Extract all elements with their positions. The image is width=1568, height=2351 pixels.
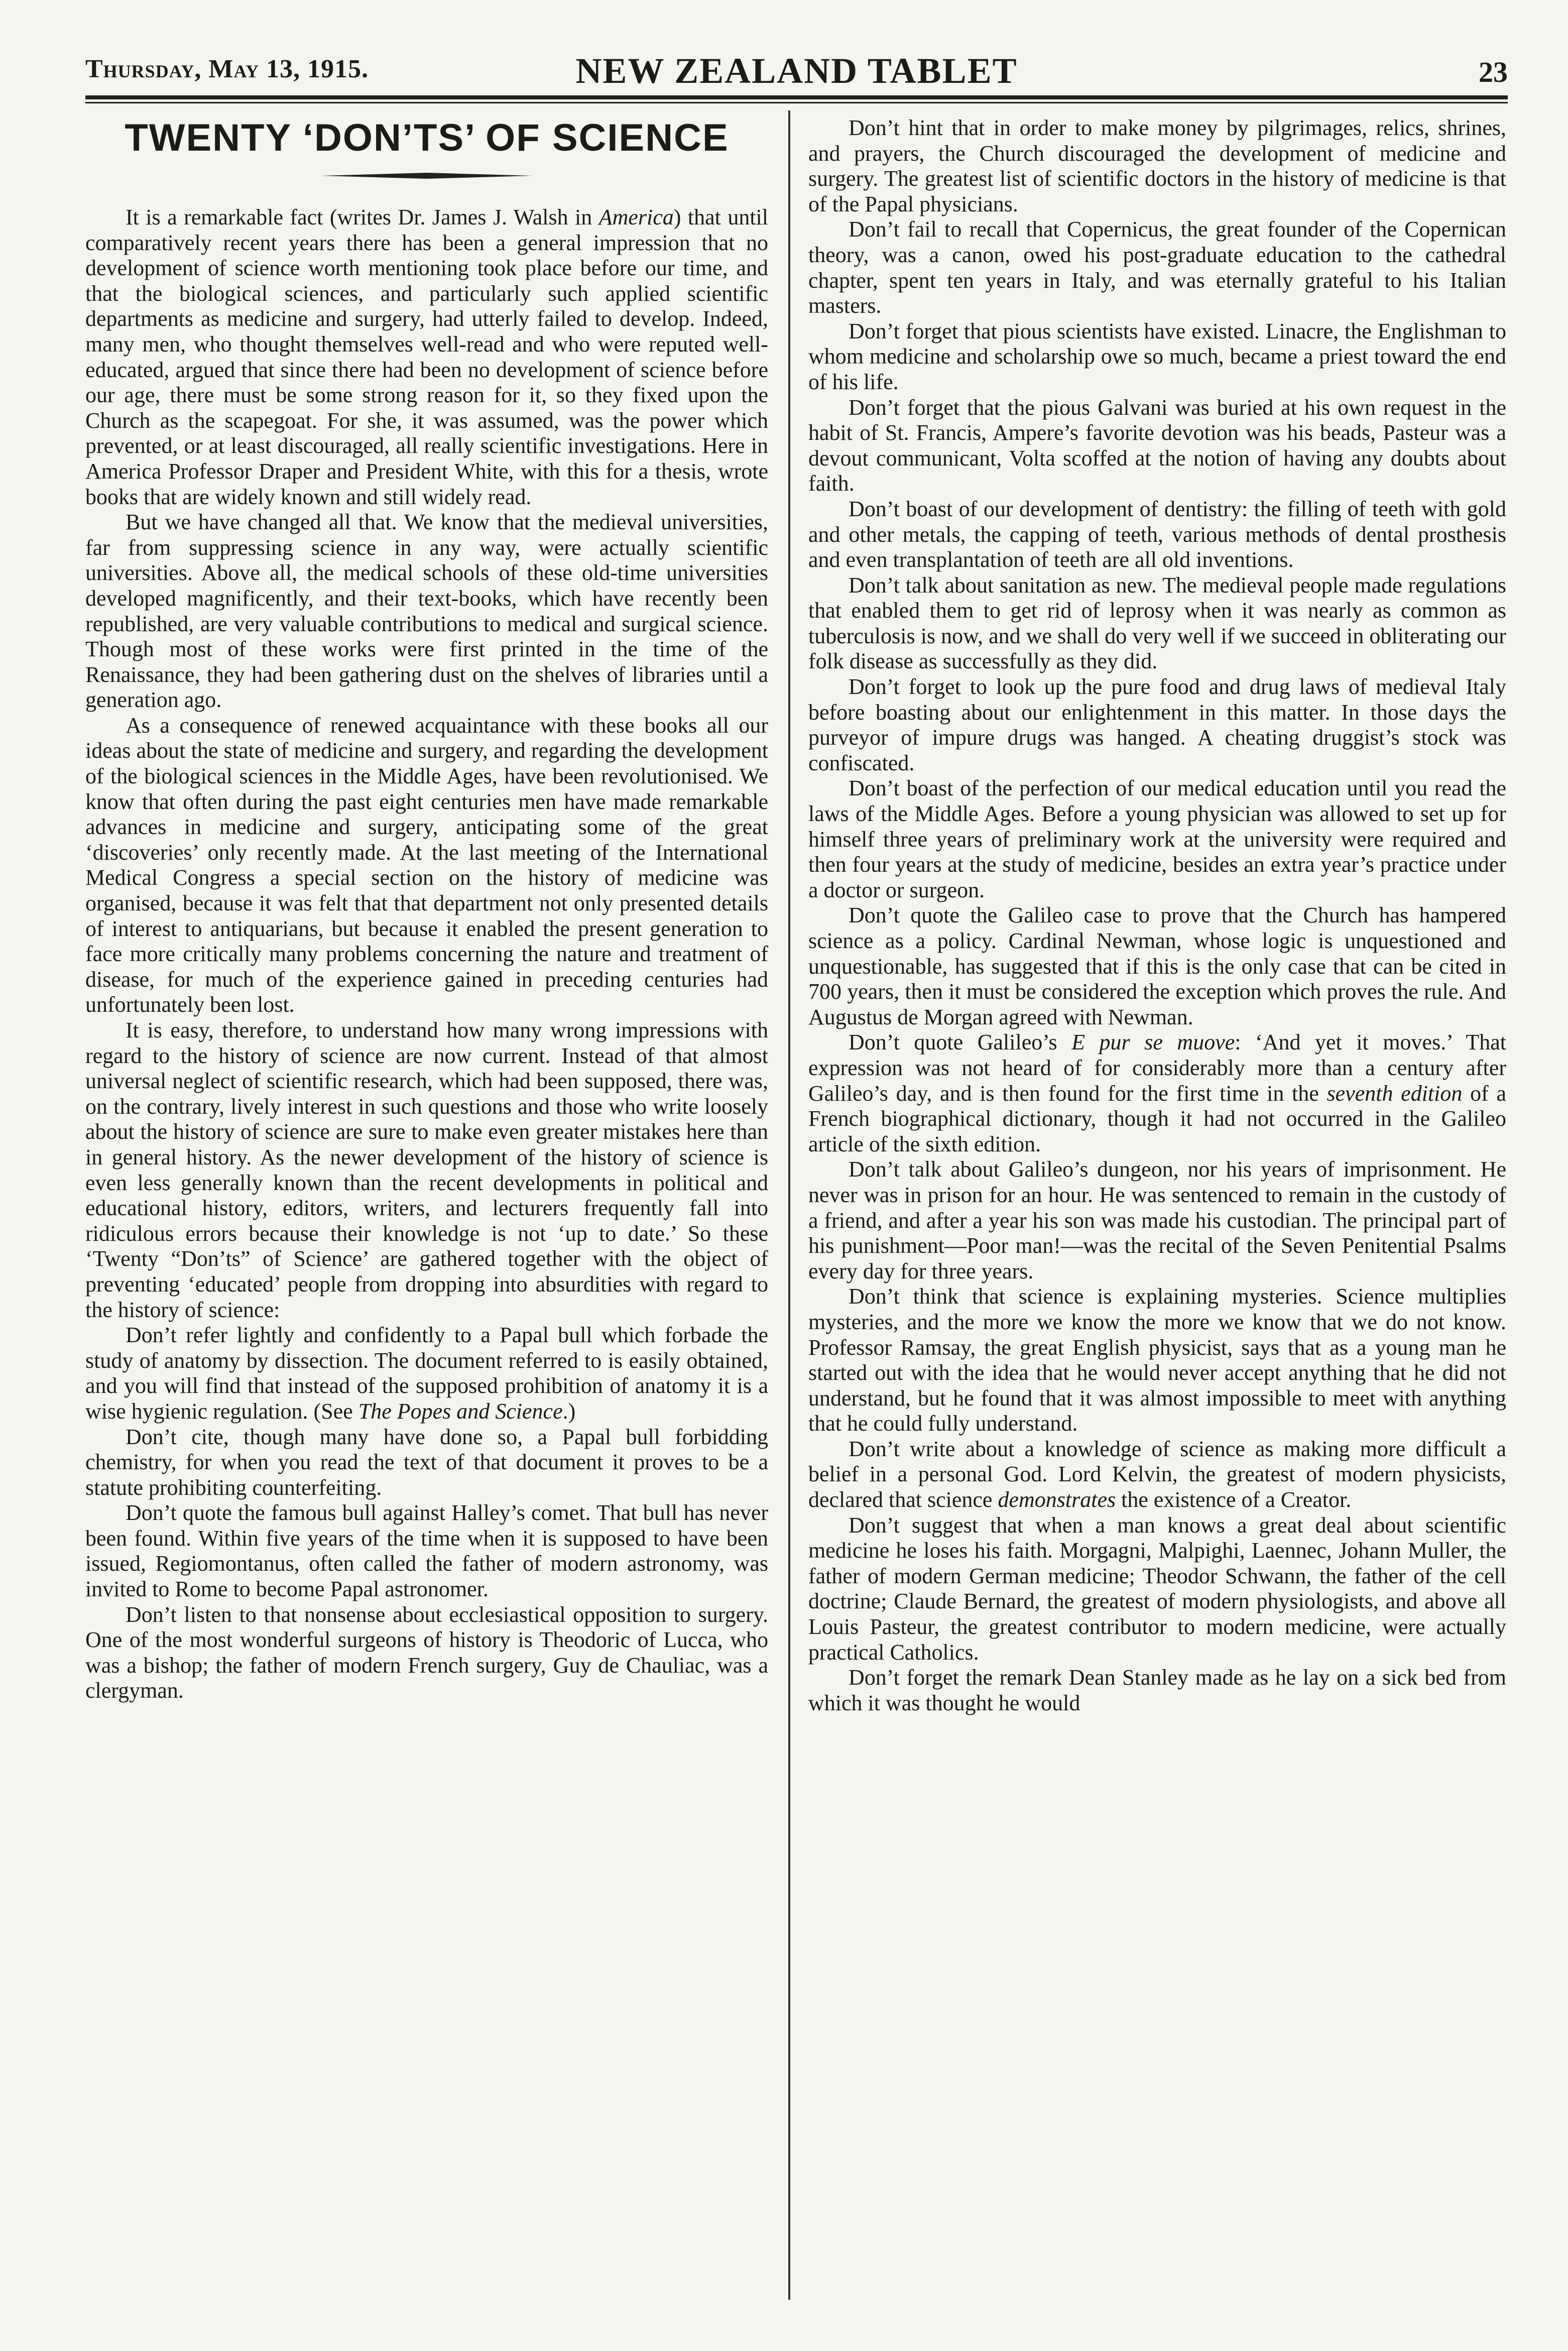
paragraph: Don’t quote Galileo’s E pur se muove: ‘And yet it moves.’ That expression was not heard of for considerably more than a century after Galileo’s day, and is then found for the first time in the seventh edition of a French biographical dictionary, though it had not occurred in the Galileo article of the sixth edition. <box>808 1030 1506 1156</box>
column-divider <box>788 110 790 2300</box>
publication-title: NEW ZEALAND TABLET <box>575 51 1018 91</box>
paragraph: Don’t think that science is explaining mysteries. Science multiplies mysteries, and the more we know the more we know that we do not know. Professor Ramsay, the great English physicist, says that as a young man he started out with the idea that he would never accept anything that he did not understand, but he found that it was almost impossible to meet with anything that he could fully understand. <box>808 1284 1506 1436</box>
paragraph: Don’t hint that in order to make money by pilgrimages, relics, shrines, and prayers, the Church discouraged the development of medicine and surgery. The greatest list of scientific doctors in the history of medicine is that of the Papal physicians. <box>808 115 1506 216</box>
paragraph: Don’t forget that pious scientists have existed. Linacre, the Englishman to whom medicine and scholarship owe so much, became a priest toward the end of his life. <box>808 318 1506 394</box>
masthead-rule <box>85 95 1508 99</box>
emphasis-word: demonstrates <box>998 1487 1116 1512</box>
edition-emphasis: seventh edition <box>1326 1081 1463 1106</box>
paragraph: Don’t talk about sanitation as new. The medieval people made regulations that enabled them to get rid of leprosy when it was nearly as common as tuberculosis is now, and we shall do very well if we succeed in obliterating our folk disease as successfully as they did. <box>808 572 1506 674</box>
paragraph: Don’t boast of the perfection of our medical education until you read the laws of the Middle Ages. Before a young physician was allowed to set up for himself three years of preliminary work at the university were required and then four years at the study of medicine, besides an extra year’s practice under a doctor or surgeon. <box>808 776 1506 902</box>
page-number: 23 <box>1479 56 1508 88</box>
right-column <box>808 115 1506 1716</box>
paragraph: Don’t refer lightly and confidently to a Papal bull which forbade the study of anatomy by dissection. The document referred to is easily obtained, and you will find that instead of the supposed prohibition of anatomy it is a wise hygienic regulation. (See The Popes and Science.) <box>85 1323 768 1424</box>
paragraph: Don’t fail to recall that Copernicus, the great founder of the Copernican theory, was a canon, owed his post-graduate education to the cathedral chapter, spent ten years in Italy, and was eternally grateful to his Italian masters. <box>808 217 1506 318</box>
source-publication: America <box>598 205 674 229</box>
paragraph: Don’t suggest that when a man knows a great deal about scientific medicine he loses his faith. Morgagni, Malpighi, Laennec, Johann Muller, the father of modern German medicine; Theodor Schwann, the father of the cell doctrine; Claude Bernard, the greatest of modern physiologists, and above all Louis Pasteur, the greatest contributor to modern medicine, were actually practical Catholics. <box>808 1512 1506 1665</box>
masthead <box>85 50 1508 95</box>
paragraph: Don’t forget that the pious Galvani was buried at his own request in the habit of St. Francis, Ampere’s favorite devotion was his beads, Pasteur was a devout communicant, Volta scoffed at the notion of having any doubts about faith. <box>808 395 1506 496</box>
reference-title: The Popes and Science <box>358 1398 563 1424</box>
paragraph: Don’t write about a knowledge of science as making more difficult a belief in a personal God. Lord Kelvin, the greatest of modern physicists, declared that science demonstrates the existence of a Creator. <box>808 1436 1506 1512</box>
left-column <box>85 115 768 1704</box>
paragraph: It is a remarkable fact (writes Dr. James J. Walsh in America) that until comparatively recent years there has been a general impression that no development of science worth mentioning took place before our time, and that the biological sciences, and particularly such applied scientific departments as medicine and surgery, had utterly failed to develop. Indeed, many men, who thought themselves well-read and who were reputed well-educated, argued that since there had been no development of science before our age, there must be some strong reason for it, so they fixed upon the Church as the scapegoat. For she, it was assumed, was the power which prevented, or at least discouraged, all really scientific investigations. Here in America Professor Draper and President White, with this for a thesis, wrote books that are widely known and still widely read. <box>85 205 768 509</box>
headline-ornament-rule <box>321 171 532 181</box>
paragraph: Don’t quote the Galileo case to prove that the Church has hampered science as a policy. Cardinal Newman, whose logic is unquestioned and unquestionable, has suggested that if this is the only case that can be cited in 700 years, then it must be considered the exception which proves the rule. And Augustus de Morgan agreed with Newman. <box>808 903 1506 1029</box>
paragraph: Don’t talk about Galileo’s dungeon, nor his years of imprisonment. He never was in prison for an hour. He was sentenced to remain in the custody of a friend, and after a year his son was made his custodian. The principal part of his punishment—Poor man!—was the recital of the Seven Penitential Psalms every day for three years. <box>808 1157 1506 1283</box>
paragraph: As a consequence of renewed acquaintance with these books all our ideas about the state of medicine and surgery, and regarding the development of the biological sciences in the Middle Ages, have been revolutionised. We know that often during the past eight centuries men have made remarkable advances in medicine and surgery, anticipating some of the great ‘discoveries’ only recently made. At the last meeting of the International Medical Congress a special section on the history of medicine was organised, because it was felt that that department not only presented details of interest to antiquarians, but because it enabled the present generation to face more critically many problems concerning the nature and treatment of disease, for much of the experience gained in preceding centuries had unfortunately been lost. <box>85 713 768 1017</box>
paragraph: Don’t cite, though many have done so, a Papal bull forbidding chemistry, for when you read the text of that document it proves to be a statute prohibiting counterfeiting. <box>85 1424 768 1500</box>
article-headline: TWENTY ‘DON’TS’ OF SCIENCE <box>125 116 729 159</box>
paragraph: But we have changed all that. We know that the medieval universities, far from suppressing science in any way, were actually scientific universities. Above all, the medical schools of these old-time universities developed magnificently, and their text-books, which have recently been republished, are very valuable contributions to medical and surgical science. Though most of these works were first printed in the time of the Renaissance, they had been gathering dust on the shelves of libraries until a generation ago. <box>85 510 768 713</box>
paragraph: Don’t listen to that nonsense about ecclesiastical opposition to surgery. One of the most wonderful surgeons of history is Theodoric of Lucca, who was a bishop; the father of modern French surgery, Guy de Chauliac, was a clergyman. <box>85 1602 768 1703</box>
issue-date: Thursday, May 13, 1915. <box>85 55 369 83</box>
latin-quote: E pur se muove <box>1071 1030 1235 1055</box>
paragraph: Don’t boast of our development of dentistry: the filling of teeth with gold and other metals, the capping of teeth, various methods of dental prosthesis and even transplantation of teeth are all old inventions. <box>808 496 1506 572</box>
masthead-rule-thin <box>85 102 1508 103</box>
paragraph: It is easy, therefore, to understand how many wrong impressions with regard to the history of science are now current. Instead of that almost universal neglect of scientific research, which had been supposed, there was, on the contrary, lively interest in such questions and those who write loosely about the history of science are sure to make even greater mistakes here than in general history. As the newer development of the history of science is even less generally known than the recent developments in political and educational history, editors, writers, and lecturers frequently fall into ridiculous errors because their knowledge is not ‘up to date.’ So these ‘Twenty “Don’ts” of Science’ are gathered together with the object of preventing ‘educated’ people from dropping into absurdities with regard to the history of science: <box>85 1018 768 1322</box>
paragraph: Don’t forget the remark Dean Stanley made as he lay on a sick bed from which it was thought he would <box>808 1665 1506 1715</box>
paragraph: Don’t forget to look up the pure food and drug laws of medieval Italy before boasting about our enlightenment in this matter. In those days the purveyor of impure drugs was hanged. A cheating druggist’s stock was confiscated. <box>808 674 1506 775</box>
paragraph: Don’t quote the famous bull against Halley’s comet. That bull has never been found. Within five years of the time when it is supposed to have been issued, Regiomontanus, often called the father of modern astronomy, was invited to Rome to become Papal astronomer. <box>85 1500 768 1602</box>
